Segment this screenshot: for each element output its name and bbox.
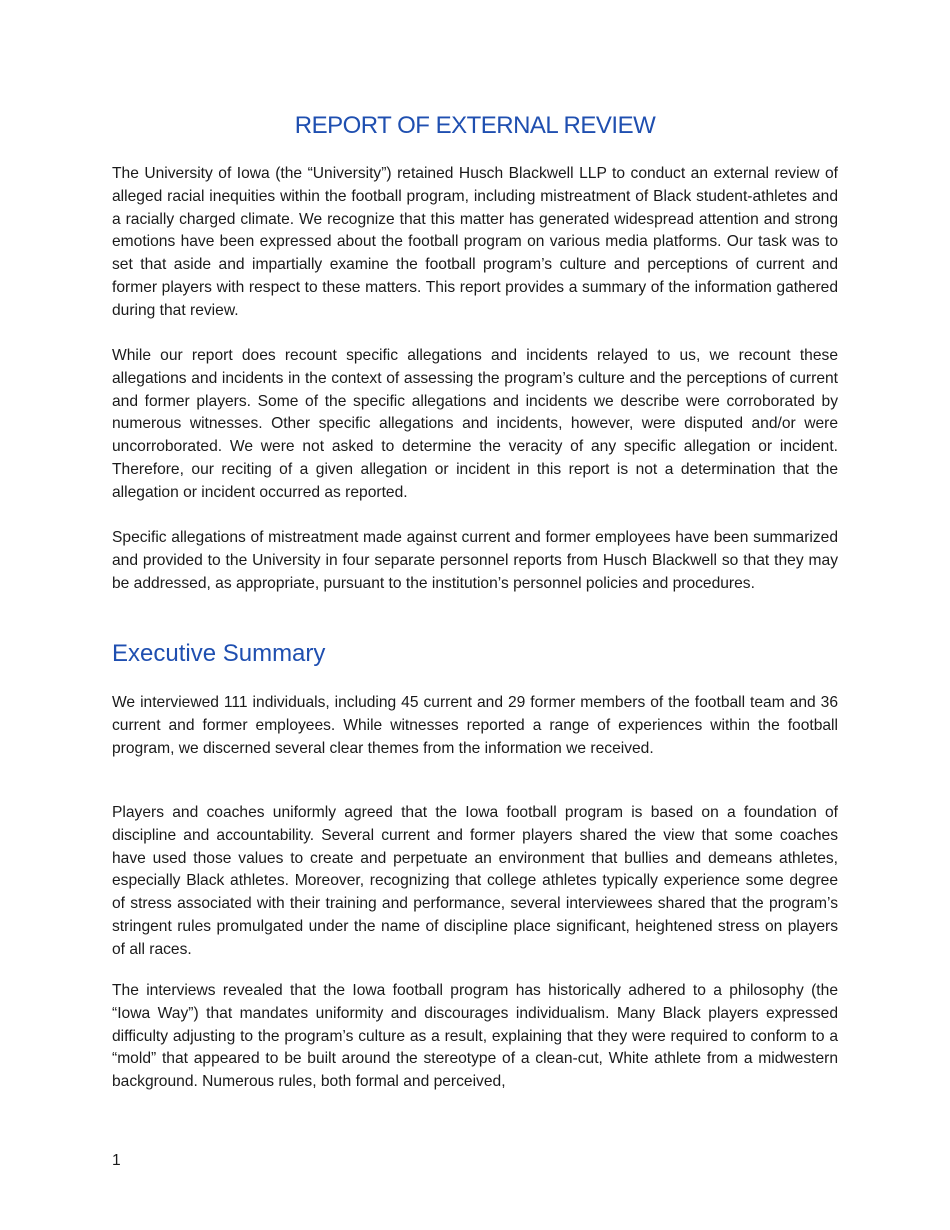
report-title: REPORT OF EXTERNAL REVIEW — [294, 112, 656, 139]
summary-paragraph-1: We interviewed 111 individuals, including 45 current and 29 former members of the football team and 36 current and former employees. While witnesses reported a range of experiences within the football program, we discerned several clear themes from the information we received. — [112, 694, 838, 757]
summary-paragraph-2: Players and coaches uniformly agreed that the Iowa football program is based on a foundation of discipline and accountability. Several current and former players shared the view that some coaches have used those values to create and perpetuate an environment that bullies and demeans athletes, especially Black athletes. Moreover, recognizing that college athletes typically experience some degree of stress associated with their training and performance, several interviewees shared that the program’s stringent rules promulgated under the name of discipline place significant, heightened stress on players of all races. — [112, 804, 838, 958]
page-number: 1 — [112, 1152, 121, 1169]
intro-paragraph-2: While our report does recount specific allegations and incidents relayed to us, we recount these allegations and incidents in the context of assessing the program’s culture and the perceptions of current and former players. Some of the specific allegations and incidents we describe were corroborated by numerous witnesses. Other specific allegations and incidents, however, were disputed and/or were uncorroborated. We were not asked to determine the veracity of any specific allegation or incident. Therefore, our reciting of a given allegation or incident in this report is not a determination that the allegation or incident occurred as reported. — [112, 347, 838, 501]
executive-summary-heading: Executive Summary — [112, 640, 326, 667]
intro-paragraph-3: Specific allegations of mistreatment made against current and former employees have been summarized and provided to the University in four separate personnel reports from Husch Blackwell so that they may be addressed, as appropriate, pursuant to the institution’s personnel policies and procedures. — [112, 529, 838, 592]
summary-paragraph-3: The interviews revealed that the Iowa football program has historically adhered to a philosophy (the “Iowa Way”) that mandates uniformity and discourages individualism. Many Black players expressed difficulty adjusting to the program’s culture as a result, explaining that they were required to conform to a “mold” that appeared to be built around the stereotype of a clean-cut, White athlete from a midwestern background. Numerous rules, both formal and perceived, — [112, 982, 838, 1091]
intro-paragraph-1: The University of Iowa (the “University”) retained Husch Blackwell LLP to conduct an external review of alleged racial inequities within the football program, including mistreatment of Black student-athletes and a racially charged climate. We recognize that this matter has generated widespread attention and strong emotions have been expressed about the football program on various media platforms. Our task was to set that aside and impartially examine the football program’s culture and perceptions of current and former players with respect to these matters. This report provides a summary of the information gathered during that review. — [112, 165, 838, 319]
